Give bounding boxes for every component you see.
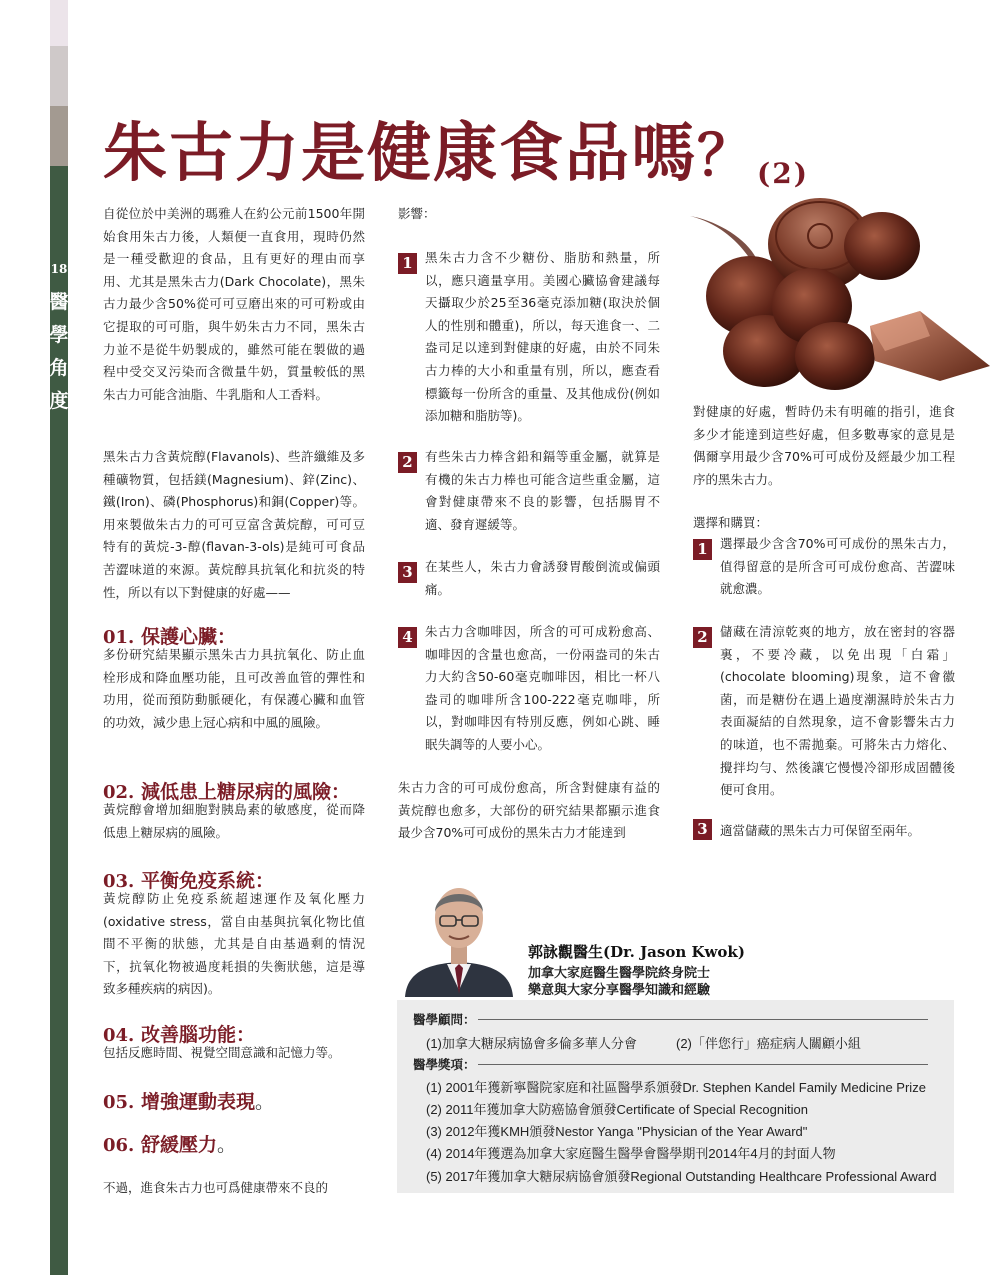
heading-colon: ：	[254, 870, 274, 892]
heading-text: 平衡免疫系統	[134, 870, 255, 892]
selection-heading: 選擇和購買：	[693, 515, 769, 530]
advisor-heading: 醫學顧問：	[413, 1012, 476, 1027]
intro-paragraph: 自從位於中美洲的瑪雅人在約公元前1500年開始食用朱古力後，人類便一直食用，現時仍然是一種受歡迎的食品，且有更好的理由而享用、尤其是黑朱古力(Dark Chocolate)，黑朱古力最少含50%從可可豆磨出來的可可粉或由它提取的可可脂，與牛奶朱古力不同，黑朱古力並不是從牛奶製成的，雖然可能在製做的過程中受交叉污染而含微量牛奶，質量較低的黑朱古力可能含油脂、牛乳脂和人工香料。	[103, 206, 365, 402]
selection-item: 儲藏在清涼乾爽的地方，放在密封的容器裏，不要冷藏，以免出現「白霜」(chocolate blooming)現象，這不會徽菌，而是糖份在遇上過度潮濕時於朱古力表面凝結的自然現象，這不會影響朱古力的味道，也不需拋棄。可將朱古力熔化、攪拌均勻、然後讓它慢慢冷卻形成固體後便可食用。	[720, 624, 955, 798]
diabetes-paragraph: 黃烷醇會增加細胞對胰島素的敏感度，從而降低患上糖尿病的風險。	[103, 802, 365, 840]
heading-number: 03.	[103, 871, 135, 892]
heading-number: 04.	[103, 1025, 135, 1046]
item-number: 1	[398, 253, 417, 274]
effect-item: 黑朱古力含不少糖份、脂肪和熱量，所以，應只適量享用。美國心臟協會建議每天攝取少於25至36毫克添加糖(取決於個人的性別和體重)，所以，每天進食一、二盎司足以達到對健康的好處，由於不同朱古力棒的大小和重量有別，所以，應查看標籤每一份所含的重量、及其他成份(例如添加糖和脂肪等)。	[425, 250, 660, 424]
heading-stress	[103, 1130, 236, 1157]
guidance-paragraph: 對健康的好處，暫時仍未有明確的指引，進食多少才能達到這些好處，但多數專家的意見是偶爾享用最少含70%可可成份及經最少加工程序的黑朱古力。	[693, 404, 955, 487]
section-char: 度	[49, 390, 69, 412]
author-title: 加拿大家庭醫生醫學院終身院士	[528, 966, 711, 981]
item-number: 2	[693, 627, 712, 648]
heading-text: 改善腦功能	[134, 1024, 236, 1046]
effect-item: 在某些人，朱古力會誘發胃酸倒流或偏頭痛。	[425, 559, 660, 597]
cocoa-content-paragraph: 朱古力含的可可成份愈高，所含對健康有益的黃烷醇也愈多，大部份的研究結果都顯示進食最少含70%可可成份的黑朱古力才能達到	[398, 780, 660, 841]
effects-lead: 影響：	[398, 206, 436, 221]
heading-number: 05.	[103, 1092, 135, 1113]
award-item: (1) 2001年獲新寧醫院家庭和社區醫學系頒發Dr. Stephen Kandel Family Medicine Prize	[426, 1080, 926, 1095]
heart-paragraph: 多份研究結果顯示黑朱古力具抗氧化、防止血栓形成和降血壓功能，且可改善血管的彈性和功用，從而預防動脈硬化，有保護心臟和血管的功效，減少患上冠心病和中風的風險。	[103, 647, 365, 730]
doctor-portrait	[397, 872, 521, 997]
page-number: 18	[50, 262, 68, 276]
heading-colon: ：	[235, 1024, 255, 1046]
author-name: 郭詠觀醫生(Dr. Jason Kwok)	[528, 943, 745, 961]
awards-rule	[478, 1064, 928, 1065]
effect-item: 朱古力含咖啡因，所含的可可成粉愈高、咖啡因的含量也愈高，一份兩盎司的朱古力大約含50-60毫克咖啡因，相比一杯八盎司的咖啡所含100-222毫克咖啡，所以，對咖啡因有特別反應，例如心跳、睡眠失調等的人要小心。	[425, 624, 660, 752]
section-char: 學	[49, 324, 69, 346]
title-question-mark: ？	[697, 123, 755, 189]
effect-item: 有些朱古力棒含鉛和鎘等重金屬，就算是有機的朱古力棒也可能含這些重金屬，這會對健康帶來不良的影響，包括腸胃不適、發育遲緩等。	[425, 449, 660, 532]
closing-paragraph: 不過，進食朱古力也可爲健康帶來不良的	[103, 1180, 329, 1195]
award-item: (4) 2014年獲選為加拿大家庭醫生醫學會醫學期刊2014年4月的封面人物	[426, 1146, 836, 1161]
chocolate-photo	[690, 186, 990, 398]
edge-strip-taupe	[50, 106, 68, 166]
section-label-vertical	[46, 286, 72, 418]
edge-strip-pink	[50, 0, 68, 46]
title-part: (2)	[757, 157, 809, 190]
heading-period: 。	[216, 1134, 236, 1156]
advisor-item: (1)加拿大糖尿病協會多倫多華人分會	[426, 1036, 637, 1051]
flavanols-paragraph: 黑朱古力含黃烷醇(Flavanols)、些許纖維及多種礦物質，包括鎂(Magnesium)、鋅(Zinc)、鐵(Iron)、磷(Phosphorus)和銅(Copper)等。用來製做朱古力的可可豆富含黃烷醇，可可豆特有的黃烷-3-醇(flavan-3-ols)是純可可食品苦澀味道的來源。黃烷醇具抗氧化和抗炎的特性，所以有以下對健康的好處——	[103, 449, 365, 600]
award-item: (2) 2011年獲加拿大防癌協會頒發Certificate of Special Recognition	[426, 1102, 808, 1117]
credentials-box	[397, 1000, 954, 1193]
brain-paragraph: 包括反應時間、視覺空間意識和記憶力等。	[103, 1045, 341, 1060]
awards-heading: 醫學獎項：	[413, 1057, 476, 1072]
item-number: 1	[693, 539, 712, 560]
item-number: 3	[693, 819, 712, 840]
heading-exercise	[103, 1087, 274, 1114]
heading-colon: ：	[216, 626, 236, 648]
selection-item: 適當儲藏的黑朱古力可保留至兩年。	[720, 823, 921, 838]
advisor-rule	[478, 1019, 928, 1020]
selection-item: 選擇最少含含70%可可成份的黑朱古力，值得留意的是所含可可成份愈高、苦澀味就愈濃。	[720, 536, 955, 597]
heading-text: 減低患上糖尿病的風險	[134, 781, 331, 803]
heading-text: 保護心臟	[134, 626, 217, 648]
award-item: (3) 2012年獲KMH頒發Nestor Yanga "Physician of the Year Award"	[426, 1124, 808, 1139]
award-item: (5) 2017年獲加拿大糖尿病協會頒發Regional Outstanding Healthcare Professional Award	[426, 1169, 937, 1184]
title-main: 朱古力是健康食品嗎	[103, 116, 697, 191]
heading-colon: ：	[330, 781, 350, 803]
section-char: 醫	[49, 291, 69, 313]
advisor-item: (2)「伴您行」癌症病人關顧小組	[676, 1036, 861, 1051]
item-number: 2	[398, 452, 417, 473]
item-number: 3	[398, 562, 417, 583]
immune-paragraph: 黃烷醇防止免疫系統超速運作及氧化壓力(oxidative stress，當自由基與抗氧化物比值間不平衡的狀態，尤其是自由基過剩的情況下，抗氧化物被過度耗損的失衡狀態，這是導致多種疾病的病因)。	[103, 891, 365, 997]
heading-text: 增強運動表現	[134, 1091, 255, 1113]
section-char: 角	[49, 357, 69, 379]
author-tagline: 樂意與大家分享醫學知識和經驗	[528, 983, 711, 998]
heading-period: 。	[254, 1091, 274, 1113]
heading-number: 02.	[103, 782, 135, 803]
heading-text: 舒緩壓力	[134, 1134, 217, 1156]
edge-strip-gray	[50, 46, 68, 106]
heading-number: 06.	[103, 1135, 135, 1156]
item-number: 4	[398, 627, 417, 648]
heading-number: 01.	[103, 627, 135, 648]
